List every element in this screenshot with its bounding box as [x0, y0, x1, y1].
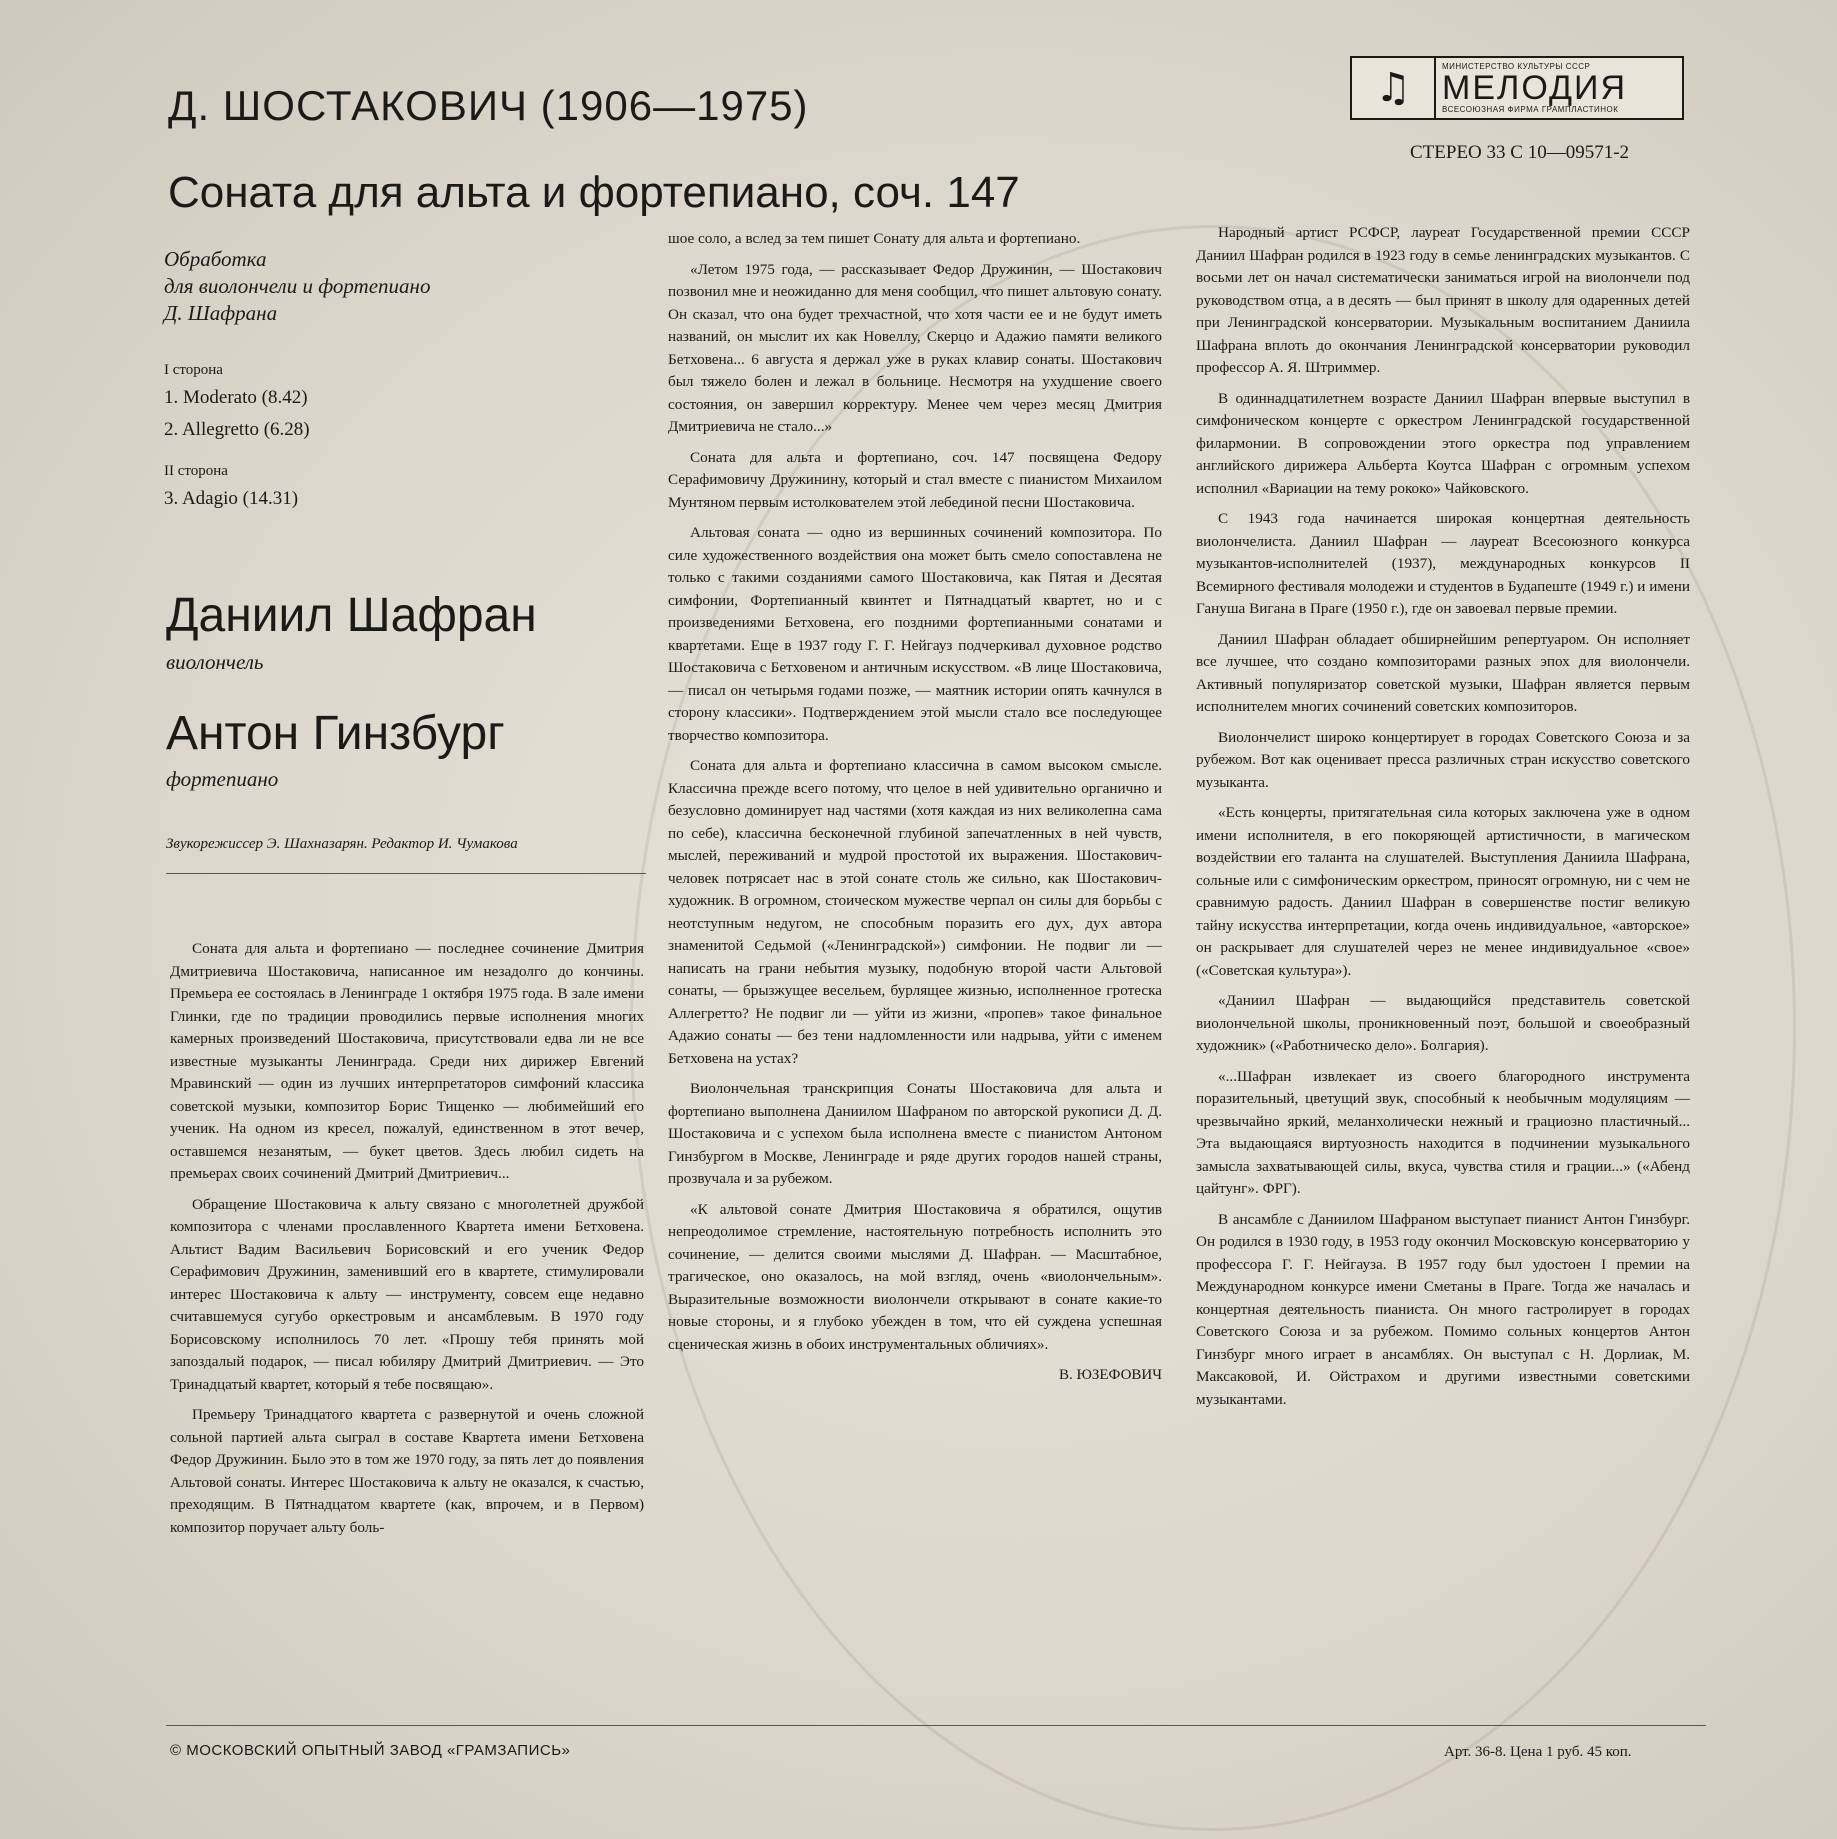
production-credits: Звукорежиссер Э. Шахназарян. Редактор И. Чумакова [166, 836, 518, 852]
logo-name: МЕЛОДИЯ [1442, 69, 1628, 107]
paragraph: Премьеру Тринадцатого квартета с развернутой и очень сложной сольной партией альта сыграл в составе Квартета имени Бетховена Федор Дружинин. Было это в том же 1970 году, за пять лет до появления Альтовой сонаты. Интерес Шостаковича к альту не оказался, к счастью, преходящим. В Пятнадцатом квартете (как, впрочем, и в Первом) композитор поручает альту боль- [170, 1406, 644, 1536]
melodiya-logo [1350, 56, 1684, 120]
logo-text [1436, 58, 1682, 118]
paragraph: «Летом 1975 года, — рассказывает Федор Дружинин, — Шостакович позвонил мне и неожиданно для меня сообщил, что пишет альтовую сонату. Он сказал, что она будет трехчастной, что хотя части ее и не будут иметь названий, он мыслит их как Новеллу, Скерцо и Адажио памяти великого Бетховена... 6 августа я держал уже в руках клавир сонаты. Шостакович был тяжело болен и лежал в больнице. Несмотря на ухудшение своего состояния, он завершил корректуру. Менее чем через месяц Дмитрия Дмитриевича не стало...» [668, 260, 1162, 435]
arrangement-line: Д. Шафрана [164, 301, 278, 325]
price-article: Арт. 36-8. Цена 1 руб. 45 коп. [1444, 1744, 1632, 1760]
side-2-label: II сторона [164, 463, 228, 479]
paragraph: Обращение Шостаковича к альту связано с многолетней дружбой композитора с членами прославленного Квартета имени Бетховена. Альтист Вадим Васильевич Борисовский и его ученик Федор Серафимович Дружинин, заменивший его в квартете, стимулировали интерес Шостаковича к альту — инструменту, совсем еще недавно считавшемуся сугубо оркестровым и ансамблевым. В 1970 году Борисовскому исполнилось 70 лет. «Прошу тебя принять мой запоздалый подарок, — писал юбиляру Дмитрий Дмитриевич. — Это Тринадцатый квартет, который я тебе посвящаю». [170, 1195, 644, 1393]
melodiya-emblem-icon: ♫ [1352, 58, 1436, 118]
arrangement-line: для виолончели и фортепиано [164, 274, 431, 298]
paragraph: шое соло, а вслед за тем пишет Сонату для альта и фортепиано. [668, 230, 1081, 247]
paragraph: Виолончельная транскрипция Сонаты Шостаковича для альта и фортепиано выполнена Даниилом Шафраном по авторской рукописи Д. Д. Шостаковича и с успехом была исполнена вместе с пианистом Антоном Гинзбургом в Москве, Ленинграде и ряде других городов нашей страны, прозвучала и за рубежом. [668, 1080, 1162, 1187]
performer-name: Даниил Шафран [166, 589, 537, 642]
author-signature: В. ЮЗЕФОВИЧ [1058, 1367, 1162, 1383]
arrangement-note [164, 246, 664, 327]
paragraph: Соната для альта и фортепиано классична в самом высоком смысле. Классична прежде всего потому, что целое в ней удивительно органично и безусловно доминирует над частями (хотя каждая из них великолепна сама по себе), классична бесконечной глубиной запечатленных в ней чувств, мыслей, переживаний и мудрой простотой их выражения. Шостакович-человек потрясает нас в этой сонате столь же сильно, как Шостакович-художник. В огромном, стоическом мужестве черпал он силы для борьбы с неотступным недугом, не способным поразить его дух, дух автора знаменитой Седьмой («Ленинградской») симфонии. Не подвиг ли — написать на грани небытия музыку, подобную второй части Альтовой сонаты, — брызжущее весельем, бурлящее жизнью, исполненное гротеска Аллегретто? Не подвиг ли — уйти из жизни, «пропев» такое финальное Адажио сонаты — без тени надломленности или надрыва, уйти с именем Бетховена на устах? [668, 757, 1162, 1067]
performer-instrument: фортепиано [166, 767, 279, 791]
logo-subtitle: ВСЕСОЮЗНАЯ ФИРМА ГРАМПЛАСТИНОК [1442, 105, 1619, 114]
liner-notes-column-3 [1196, 222, 1690, 1419]
divider [166, 873, 646, 874]
manufacturer-copyright: © МОСКОВСКИЙ ОПЫТНЫЙ ЗАВОД «ГРАМЗАПИСЬ» [170, 1742, 571, 1759]
work-title: Соната для альта и фортепиано, соч. 147 [168, 168, 1020, 217]
side-1-label: I сторона [164, 362, 223, 378]
performer-instrument: виолончель [166, 650, 264, 674]
performer-name: Антон Гинзбург [166, 707, 505, 760]
paragraph: Соната для альта и фортепиано, соч. 147 посвящена Федору Серафимовичу Дружинину, который и стал вместе с пианистом Михаилом Мунтяном первым истолкователем этой лебединой песни Шостаковича. [668, 448, 1162, 511]
track-item: 1. Moderato (8.42) [164, 387, 308, 408]
track-item: 2. Allegretto (6.28) [164, 419, 310, 440]
paragraph: Народный артист РСФСР, лауреат Государственной премии СССР Даниил Шафран родился в 1923 году в семье ленинградских музыкантов. С восьми лет он начал систематически заниматься игрой на виолончели под руководством отца, а в десять — был принят в школу для одаренных детей при Ленинградской консерватории. Музыкальным воспитанием Даниила Шафрана вплоть до окончания Ленинградской консерватории руководил профессор А. Я. Штриммер. [1196, 224, 1690, 376]
paragraph: Даниил Шафран обладает обширнейшим репертуаром. Он исполняет все лучшее, что создано композиторами разных эпох для виолончели. Активный популяризатор советской музыки, Шафран является первым исполнителем многих сочинений советских композиторов. [1196, 630, 1690, 715]
paragraph: «Даниил Шафран — выдающийся представитель советской виолончельной школы, проникновенный поэт, большой и своеобразный художник» («Работническо дело». Болгария). [1196, 992, 1690, 1054]
track-item: 3. Adagio (14.31) [164, 488, 299, 509]
paragraph: В одиннадцатилетнем возрасте Даниил Шафран впервые выступил в симфоническом концерте с оркестром Ленинградской государственной филармонии. В сопровождении этого оркестра под управлением английского дирижера Альберта Коутса Шафран с огромным успехом исполнил «Вариации на тему рококо» Чайковского. [1196, 389, 1690, 497]
catalog-number: СТЕРЕО 33 С 10—09571-2 [1410, 142, 1630, 163]
footer-divider [166, 1725, 1706, 1726]
paragraph: «...Шафран извлекает из своего благородного инструмента поразительный, цветущий звук, способный к необычным модуляциям — чрезвычайно яркий, меланхолически нежный и грациозно пластичный... Эта выдающаяся виртуозность находится в подчинении музыкального замысла захватывающей силы, вкуса, чувства стиля и грации...» («Абенд цайтунг». ФРГ). [1196, 1067, 1690, 1197]
paragraph: Виолончелист широко концертирует в городах Советского Союза и за рубежом. Вот как оценивает пресса различных стран искусство советского музыканта. [1196, 728, 1690, 791]
paragraph: «К альтовой сонате Дмитрия Шостаковича я обратился, ощутив непреодолимое стремление, настоятельную потребность исполнить это сочинение, — делится своими мыслями Д. Шафран. — Масштабное, трагическое, оно оказалось, на мой взгляд, очень «виолончельным». Выразительные возможности виолончели открывают в сонате какие-то новые стороны, и я глубоко убежден в том, что ей суждена успешная сценическая жизнь в обоих инструментальных обличиях». [668, 1200, 1162, 1353]
paragraph: Альтовая соната — одно из вершинных сочинений композитора. По силе художественного воздействия она может быть смело сопоставлена не только с такими созданиями самого Шостаковича, как Пятая и Десятая симфонии, Фортепианный квинтет и Пятнадцатый квартет, но и с произведениями Бетховена, его поздними фортепианными сонатами и квартетами. Еще в 1937 году Г. Г. Нейгауз подчеркивал духовное родство Шостаковича с Бетховеном и античным искусством. «В лице Шостаковича, — писал он четырьмя годами позже, — маятник истории опять качнулся в сторону классики». Подтверждением этой мысли стало все последующее творчество композитора. [668, 524, 1162, 744]
liner-notes-column-2 [668, 228, 1162, 1387]
track-list [164, 362, 310, 520]
composer-heading: Д. ШОСТАКОВИЧ (1906—1975) [168, 82, 809, 129]
paragraph: Соната для альта и фортепиано — последнее сочинение Дмитрия Дмитриевича Шостаковича, написанное им незадолго до кончины. Премьера ее состоялась в Ленинграде 1 октября 1975 года. В зале имени Глинки, где по традиции проводились первые исполнения многих камерных произведений Шостаковича, присутствовали едва ли не все известные музыканты Ленинграда. Среди них дирижер Евгений Мравинский — один из лучших интерпретаторов симфоний классика советской музыки, композитор Борис Тищенко — любимейший его ученик. На одном из кресел, пожалуй, единственном в этот вечер, оставшемся незанятым, — букет цветов. Здесь любил сидеть на премьерах своих сочинений Дмитрий Дмитриевич... [170, 940, 644, 1182]
logo-ministry: МИНИСТЕРСТВО КУЛЬТУРЫ СССР [1442, 62, 1591, 71]
liner-notes-column-1 [170, 938, 644, 1547]
paragraph: С 1943 года начинается широкая концертная деятельность виолончелиста. Даниил Шафран — лауреат Всесоюзного конкурса музыкантов-исполнителей (1937), международных конкурсов II Всемирного фестиваля молодежи и студентов в Будапеште (1949 г.) и имени Гануша Вигана в Праге (1950 г.), где он завоевал первые премии. [1196, 510, 1690, 617]
paragraph: В ансамбле с Даниилом Шафраном выступает пианист Антон Гинзбург. Он родился в 1930 году, в 1953 году окончил Московскую консерваторию у профессора Г. Г. Нейгауза. В 1957 году был удостоен I премии на Международном конкурсе имени Сметаны в Праге. Тогда же началась и концертная деятельность пианиста. Он много гастролирует в городах Советского Союза и за рубежом. Помимо сольных концертов Антон Гинзбург много играет в ансамблях. Он выступал с Н. Дорлиак, М. Максаковой, И. Ойстрахом и другими известными советскими музыкантами. [1196, 1210, 1690, 1408]
arrangement-line: Обработка [164, 247, 267, 271]
paragraph: «Есть концерты, притягательная сила которых заключена уже в одном имени исполнителя, в его покоряющей артистичности, в магическом воздействии его таланта на слушателей. Выступления Даниила Шафрана, сольные или с симфоническим оркестром, приносят огромную, ни с чем не сравнимую радость. Даниил Шафран в совершенстве постиг великую тайну искусства интерпретации, когда очень индивидуальное, «авторское» он раскрывает для слушателей через не менее индивидуальное «свое» («Советская культура»). [1196, 804, 1690, 979]
